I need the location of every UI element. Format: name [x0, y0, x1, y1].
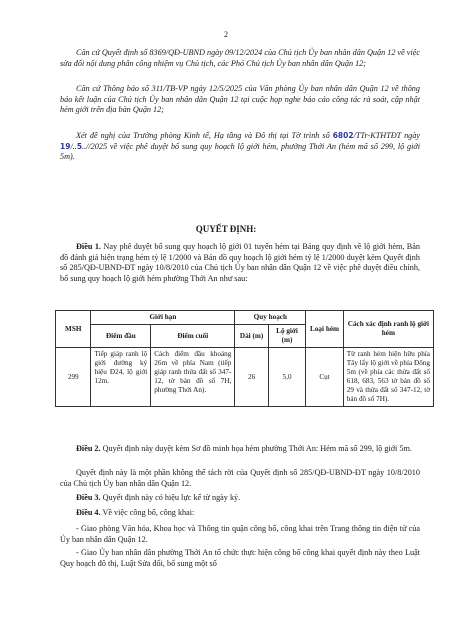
- article-2-text: Quyết định này duyệt kèm Sơ đồ minh họa hẻm phường Thới An: Hẻm mã số 299, lộ giới 5m.: [102, 444, 412, 453]
- proposal-mid: /TTr-KTHTĐT ngày: [353, 131, 421, 140]
- article-3: [60, 493, 420, 504]
- cell-dai: 26: [235, 348, 268, 407]
- handwritten-day: 19: [60, 141, 71, 151]
- article-1-text: Nay phê duyệt bổ sung quy hoạch lộ giới 01 tuyến hẻm tại Bảng quy định về lộ giới hẻm, Bản đồ đánh giá hiện trạng hẻm tỷ lệ 1/2000 và Bản đồ quy hoạch lộ giới hẻm tỷ lệ 1/2000 duyệt kèm Quyết định số 285/QĐ-UBND-ĐT ngày 10/8/2010 của Chủ tịch Ủy ban nhân dân Quận 12 về việc phê duyệt điều chỉnh, bổ sung quy hoạch lộ giới hẻm phường Thới An như sau:: [60, 242, 420, 283]
- handwritten-number: 6802: [332, 131, 354, 140]
- cell-cach-xac-dinh: Từ ranh hẻm hiện hữu phía Tây lấy lộ giới về phía Đông 5m (về phía các thửa đất số 618, 683, 563 tờ bản đồ số 29 và thửa đất số 347-12, tờ bản đồ số 7H).: [343, 348, 433, 407]
- cell-lo-gioi: 5,0: [268, 348, 305, 407]
- article-1: [60, 242, 420, 284]
- article-2: [60, 444, 420, 455]
- header-dai: Dài (m): [235, 325, 268, 348]
- preamble-1: Căn cứ Quyết định số 8369/QĐ-UBND ngày 09/12/2024 của Chủ tịch Ủy ban nhân dân Quận 12 về việc sửa đổi nội dung phân công nhiệm vụ Chủ tịch, các Phó Chủ tịch Ủy ban nhân dân Quận 12;: [60, 48, 420, 68]
- table-row: [56, 348, 434, 407]
- article-4: [60, 508, 420, 519]
- article-4-item-2: - Giao Ủy ban nhân dân phường Thới An tổ chức thực hiện công bố công khai quyết định này theo Luật Quy hoạch đô thị, Luật Sửa đổi, bổ sung một số: [60, 548, 420, 568]
- cell-diem-cuoi: Cách điểm đầu khoảng 26m về phía Nam (tiếp giáp ranh thửa đất số 347-12, tờ bản đồ số 7H, phường Thới An).: [151, 348, 235, 407]
- header-gioi-han: Giới hạn: [91, 311, 235, 325]
- article-3-text: Quyết định này có hiệu lực kể từ ngày ký.: [102, 493, 241, 502]
- cell-diem-dau: Tiếp giáp ranh lộ giới đường ký hiệu Đ24, lộ giới 12m.: [91, 348, 151, 407]
- decision-heading: QUYẾT ĐỊNH:: [195, 224, 257, 234]
- article-1-label: Điều 1.: [76, 242, 101, 251]
- article-2-label: Điều 2.: [76, 444, 101, 453]
- preamble-2: Căn cứ Thông báo số 311/TB-VP ngày 12/5/2025 của Văn phòng Ủy ban nhân dân Quận 12 về thông báo kết luận của Chủ tịch Ủy ban nhân dân Quận 12 tại cuộc họp nghe báo cáo công tác rà soát, cập nhật hẻm giới trên địa bàn Quận 12;: [60, 84, 420, 115]
- header-cach-xac-dinh: Cách xác định ranh lộ giới hẻm: [343, 311, 433, 348]
- proposal-after: /2025 về việc phê duyệt bổ sung quy hoạch lộ giới hẻm, phường Thới An (hẻm mã số 299, lộ giới 5m).: [60, 141, 420, 162]
- cell-loai-hem: Cụt: [306, 348, 343, 407]
- header-diem-dau: Điểm đầu: [91, 325, 151, 348]
- header-diem-cuoi: Điểm cuối: [151, 325, 235, 348]
- header-lo-gioi: Lộ giới (m): [268, 325, 305, 348]
- article-4-label: Điều 4.: [76, 508, 101, 517]
- cell-msh: 299: [56, 348, 91, 407]
- proposal-paragraph: Xét đề nghị của Trưởng phòng Kinh tế, Hạ tầng và Đô thị tại Tờ trình số 6802/TTr-KTHTĐT ngày 19/..5..//2025 về việc phê duyệt bổ sung quy hoạch lộ giới hẻm, phường Thới An (hẻm mã số 299, lộ giới 5m).: [60, 131, 421, 162]
- article-3-label: Điều 3.: [76, 493, 101, 502]
- header-loai-hem: Loại hẻm: [306, 311, 343, 348]
- handwritten-month: 5: [76, 141, 83, 151]
- header-msh: MSH: [56, 311, 91, 348]
- article-2-note: Quyết định này là một phần không thể tách rời của Quyết định số 285/QĐ-UBND-ĐT ngày 10/8/2010 của Chủ tịch Ủy ban nhân dân Quận 12.: [60, 468, 420, 488]
- header-quy-hoach: Quy hoạch: [235, 311, 306, 325]
- article-4-text: Về việc công bố, công khai:: [102, 508, 195, 517]
- alley-plan-table: [55, 310, 434, 407]
- article-4-item-1: - Giao phòng Văn hóa, Khoa học và Thông tin quận công bố, công khai trên Trang thông tin điện tử của Ủy ban nhân dân Quận 12.: [60, 524, 420, 544]
- page-number: 2: [224, 30, 228, 39]
- proposal-before: Xét đề nghị của Trưởng phòng Kinh tế, Hạ tầng và Đô thị tại Tờ trình số: [76, 131, 330, 140]
